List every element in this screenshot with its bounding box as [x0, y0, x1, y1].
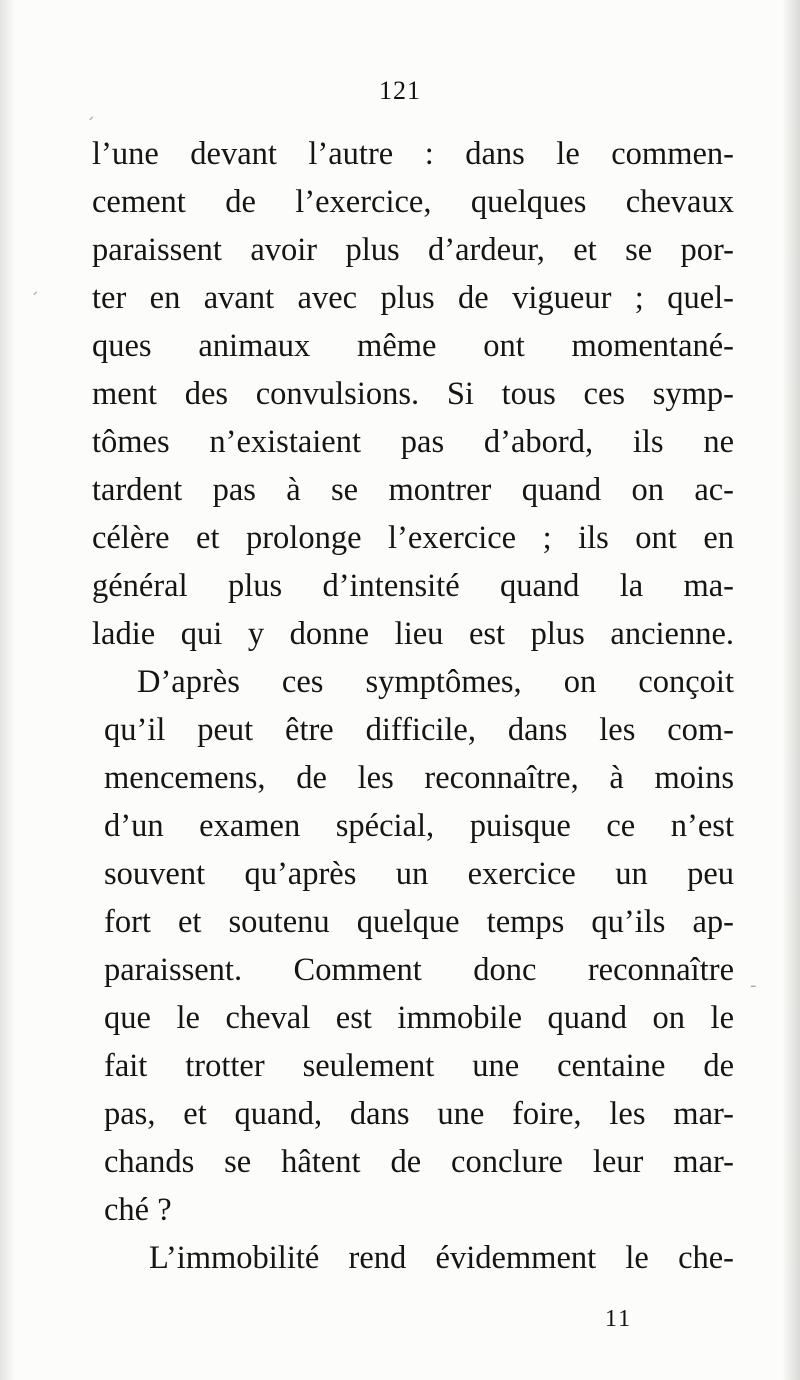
ink-speck: ˊ — [30, 290, 39, 311]
text-line: célère et prolonge l’exercice ; ils ont en — [92, 520, 734, 556]
ink-speck: ˏ — [86, 100, 95, 121]
text-line: ment des convulsions. Si tous ces symp- — [92, 376, 734, 412]
text-line: ques animaux même ont momentané- — [92, 328, 734, 364]
text-line: D’après ces symptômes, on conçoit — [137, 664, 734, 700]
text-line: tômes n’existaient pas d’abord, ils ne — [92, 424, 734, 460]
ink-speck: - — [750, 975, 757, 996]
text-line: l’une devant l’autre : dans le commen- — [92, 136, 734, 172]
text-line: que le cheval est immobile quand on le — [104, 1000, 734, 1036]
text-line: ter en avant avec plus de vigueur ; quel- — [92, 280, 734, 316]
text-line: fort et soutenu quelque temps qu’ils ap- — [104, 904, 734, 940]
text-line: paraissent. Comment donc reconnaître — [104, 952, 734, 988]
text-line: tardent pas à se montrer quand on ac- — [92, 472, 734, 508]
text-line: chands se hâtent de conclure leur mar- — [104, 1144, 734, 1180]
text-line: paraissent avoir plus d’ardeur, et se por- — [92, 232, 734, 268]
text-line: L’immobilité rend évidemment le che- — [149, 1240, 734, 1276]
body-text — [92, 130, 734, 1282]
text-line: général plus d’intensité quand la ma- — [92, 568, 734, 604]
text-line: mencemens, de les reconnaître, à moins — [104, 760, 734, 796]
text-line: ladie qui y donne lieu est plus ancienne. — [92, 616, 734, 652]
page-number: 121 — [379, 76, 421, 105]
text-line: fait trotter seulement une centaine de — [104, 1048, 734, 1084]
text-line: d’un examen spécial, puisque ce n’est — [104, 808, 734, 844]
text-line: cement de l’exercice, quelques chevaux — [92, 184, 734, 220]
text-line: ché ? — [104, 1192, 172, 1228]
text-line: pas, et quand, dans une foire, les mar- — [104, 1096, 734, 1132]
text-line: souvent qu’après un exercice un peu — [104, 856, 734, 892]
text-line: qu’il peut être difficile, dans les com- — [104, 712, 734, 748]
signature-mark: 11 — [605, 1306, 633, 1332]
